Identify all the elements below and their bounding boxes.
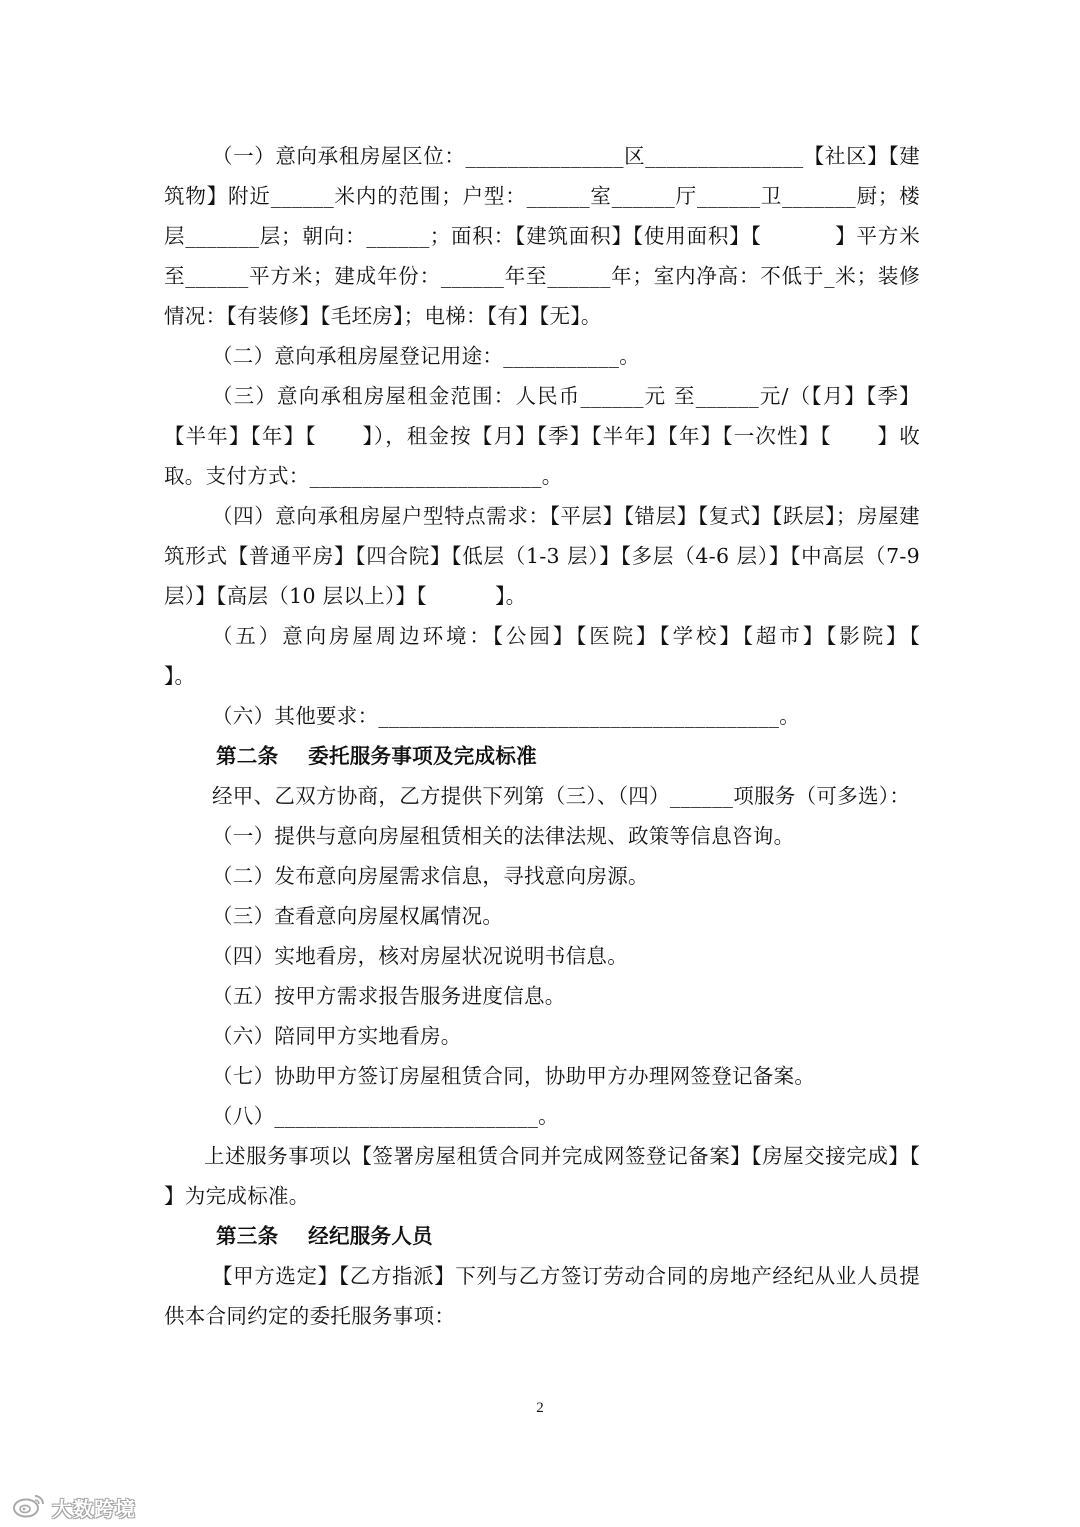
watermark-text: 大数跨境 bbox=[52, 1496, 136, 1521]
page-body bbox=[164, 136, 995, 1336]
clause-4-layout: （四）意向承租房屋户型特点需求：【平层】【错层】【复式】【跃层】；房屋建筑形式【普通平房】【四合院】【低层（1-3 层）】【多层（4-6 层）】【中高层（7-9 层）】【高层（10 层以上）】【 】。 bbox=[164, 504, 927, 608]
clause-2-usage: （二）意向承租房屋登记用途：___________。 bbox=[212, 344, 641, 368]
article-3-text: 【甲方选定】【乙方指派】下列与乙方签订劳动合同的房地产经纪从业人员提供本合同约定的委托服务事项： bbox=[164, 1264, 920, 1328]
service-item-7: （七）协助甲方签订房屋租赁合同，协助甲方办理网签登记备案。 bbox=[212, 1064, 816, 1088]
service-item-6: （六）陪同甲方实地看房。 bbox=[212, 1024, 462, 1048]
clause-3-rent-range: （三）意向承租房屋租金范围：人民币______元 至______元/（【月】【季】【半年】【年】【 】），租金按【月】【季】【半年】【年】【一次性】【 】收取。支付方式：______________________。 bbox=[164, 384, 920, 488]
article-2-intro: 经甲、乙双方协商，乙方提供下列第（三）、（四）______项服务（可多选）： bbox=[212, 784, 911, 808]
weibo-logo-icon bbox=[12, 1492, 46, 1522]
clause-6-other: （六）其他要求：______________________________________。 bbox=[212, 704, 801, 728]
service-item-1: （一）提供与意向房屋租赁相关的法律法规、政策等信息咨询。 bbox=[212, 824, 795, 848]
service-item-5: （五）按甲方需求报告服务进度信息。 bbox=[212, 984, 566, 1008]
service-item-3: （三）查看意向房屋权属情况。 bbox=[212, 904, 504, 928]
watermark bbox=[12, 1492, 136, 1522]
clause-1-location: （一）意向承租房屋区位：_______________区_______________【社区】【建筑物】附近______米内的范围；户型：______室______厅______卫_______厨；楼层_______层；朝向：______；面积：【建筑面积】【使用面积】【 】平方米至______平方米；建成年份：______年至______年；室内净高：不低于_米；装修情况：【有装修】【毛坯房】；电梯：【有】【无】。 bbox=[164, 144, 920, 328]
service-item-4: （四）实地看房，核对房屋状况说明书信息。 bbox=[212, 944, 628, 968]
clause-5-surroundings: （五）意向房屋周边环境：【公园】【医院】【学校】【超市】【影院】【 】。 bbox=[164, 624, 995, 688]
page-number: 2 bbox=[536, 1400, 544, 1416]
article-2-heading: 第二条 委托服务事项及完成标准 bbox=[216, 744, 537, 768]
service-item-2: （二）发布意向房屋需求信息，寻找意向房源。 bbox=[212, 864, 649, 888]
article-3-heading: 第三条 经纪服务人员 bbox=[216, 1224, 433, 1248]
completion-standard: 上述服务事项以【签署房屋租赁合同并完成网签登记备案】【房屋交接完成】【 】为完成标准。 bbox=[164, 1144, 934, 1208]
service-item-8: （八）_________________________。 bbox=[212, 1104, 559, 1128]
